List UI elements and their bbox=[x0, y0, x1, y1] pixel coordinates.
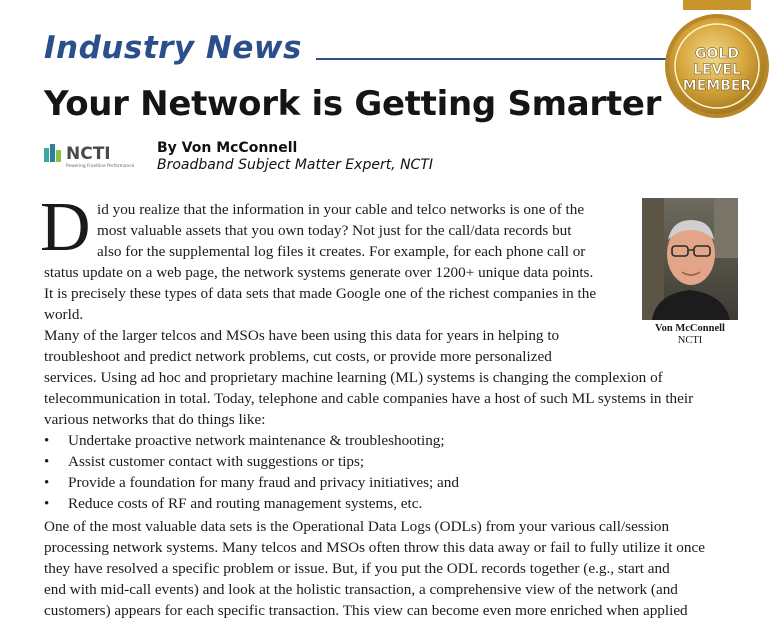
paragraph-line: processing network systems. Many telcos and MSOs often throw this data away or fail to fully utilize it once bbox=[44, 539, 705, 556]
paragraph-line: id you realize that the information in your cable and telco networks is one of the bbox=[97, 201, 585, 218]
gold-member-badge bbox=[663, 0, 773, 125]
author-photo bbox=[642, 198, 738, 320]
logo-tagline: Powering Frontline Performance bbox=[66, 164, 135, 169]
ncti-logo bbox=[44, 140, 136, 170]
list-item: Provide a foundation for many fraud and privacy initiatives; and bbox=[68, 474, 459, 491]
logo-text: NCTI bbox=[66, 144, 111, 164]
caption-org: NCTI bbox=[677, 335, 703, 346]
paragraph-line: most valuable assets that you own today? Not just for the call/data records but bbox=[97, 222, 572, 239]
badge-line2: LEVEL bbox=[693, 62, 741, 78]
list-item: Undertake proactive network maintenance & troubleshooting; bbox=[68, 432, 445, 449]
paragraph-line: customers) appears for each specific transaction. This view can become even more enriched when applied bbox=[44, 602, 688, 619]
bullet-marker: • bbox=[44, 496, 50, 512]
bullet-marker: • bbox=[44, 475, 50, 491]
article-headline: Your Network is Getting Smarter bbox=[44, 84, 662, 124]
bullet-marker: • bbox=[44, 433, 50, 449]
paragraph-line: they have resolved a specific problem or issue. But, if you put the ODL records together (e.g., start and bbox=[44, 560, 670, 577]
paragraph-line: world. bbox=[44, 306, 84, 323]
section-divider bbox=[316, 58, 686, 60]
badge-line1: GOLD bbox=[695, 46, 739, 62]
author-title: Broadband Subject Matter Expert, NCTI bbox=[157, 157, 434, 173]
paragraph-line: status update on a web page, the network systems generate over 1200+ unique data points. bbox=[44, 264, 594, 281]
paragraph-line: end with mid-call events) and look at the holistic transaction, a comprehensive view of the network (and bbox=[44, 581, 678, 598]
list-item: Assist customer contact with suggestions or tips; bbox=[68, 453, 365, 470]
paragraph-line: telecommunication in total. Today, telephone and cable companies have a host of such ML systems in their bbox=[44, 390, 694, 407]
bullet-marker: • bbox=[44, 454, 50, 470]
list-item: Reduce costs of RF and routing management systems, etc. bbox=[68, 495, 423, 512]
photo-caption bbox=[642, 323, 738, 347]
caption-name: Von McConnell bbox=[655, 323, 725, 334]
section-title: Industry News bbox=[44, 30, 302, 66]
drop-cap: D bbox=[40, 189, 91, 266]
badge-line3: MEMBER bbox=[682, 78, 752, 94]
paragraph-line: It is precisely these types of data sets that made Google one of the richest companies in the bbox=[44, 285, 597, 302]
paragraph-line: also for the supplemental log files it creates. For example, for each phone call or bbox=[97, 243, 586, 260]
paragraph-line: various networks that do things like: bbox=[44, 411, 266, 428]
byline bbox=[157, 140, 433, 174]
paragraph-line: services. Using ad hoc and proprietary machine learning (ML) systems is changing the complexion of bbox=[44, 369, 663, 386]
paragraph-line: troubleshoot and predict network problems, cut costs, or provide more personalized bbox=[44, 348, 552, 365]
author-name: By Von McConnell bbox=[157, 140, 298, 156]
paragraph-line: Many of the larger telcos and MSOs have been using this data for years in helping to bbox=[44, 327, 560, 344]
paragraph-line: One of the most valuable data sets is the Operational Data Logs (ODLs) from your various call/session bbox=[44, 518, 670, 535]
